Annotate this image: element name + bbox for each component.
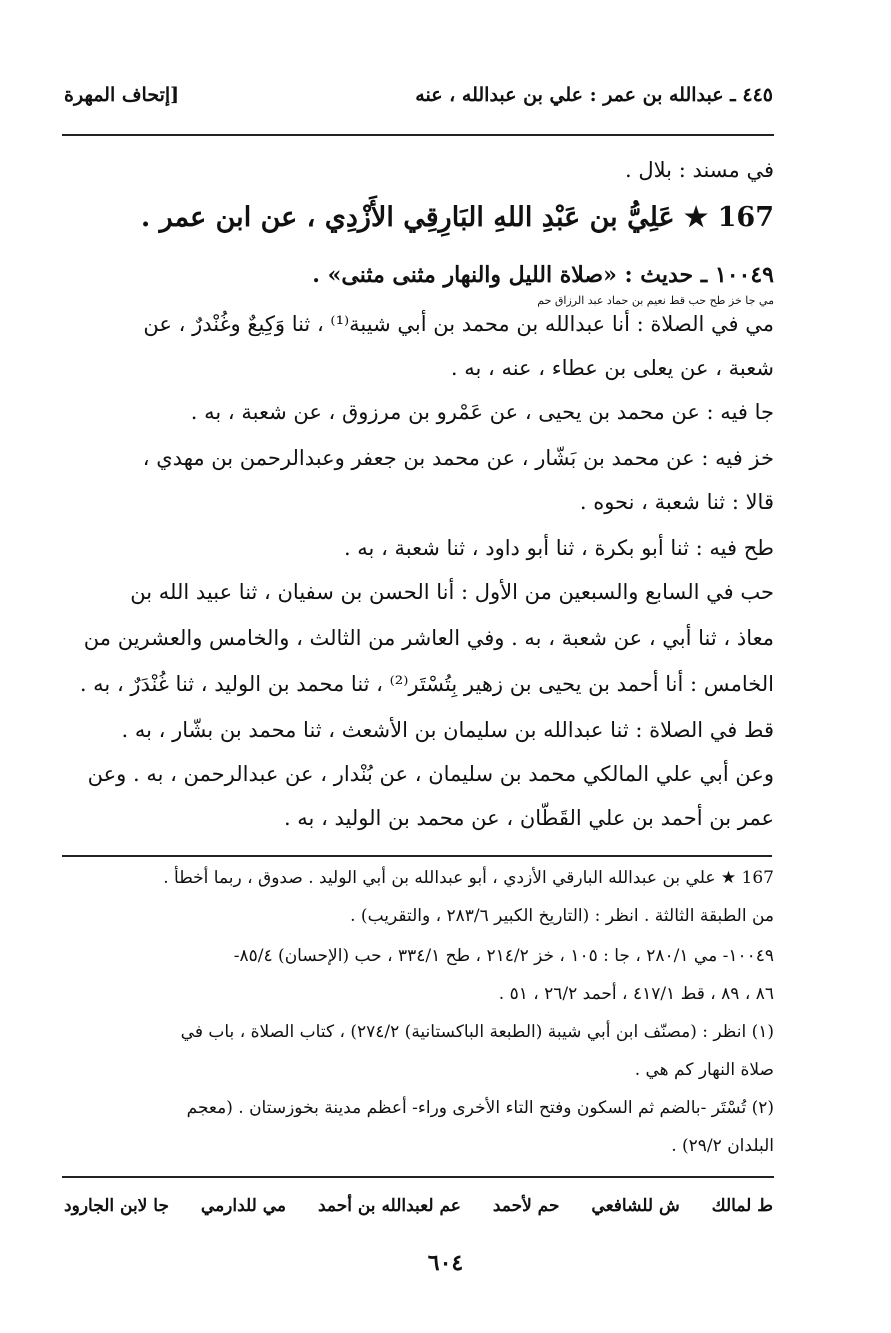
header-rule: [62, 134, 774, 136]
abbreviation-item: عم لعبدالله بن أحمد: [317, 1196, 461, 1216]
text-line: عمر بن أحمد بن علي القَطّان ، عن محمد بن الوليد ، به .: [283, 806, 774, 830]
abbreviation-item: ش للشافعي: [591, 1196, 680, 1216]
text-line: حب في السابع والسبعين من الأول : أنا الحسن بن سفيان ، ثنا عبيد الله بن: [130, 580, 774, 604]
text-line: وعن أبي علي المالكي محمد بن سليمان ، عن بُنْدار ، عن عبدالرحمن ، به . وعن: [87, 762, 774, 786]
text-line: شعبة ، عن يعلى بن عطاء ، عنه ، به .: [450, 356, 774, 380]
abbreviation-item: مي للدارمي: [200, 1196, 287, 1216]
abbreviation-item: جا لابن الجارود: [64, 1196, 169, 1216]
text-line: في مسند : بلال .: [625, 158, 774, 182]
narrator-heading: 167 ★ عَلِيُّ بن عَبْدِ اللهِ البَارِقِي الأَزْدِي ، عن ابن عمر .: [140, 202, 774, 233]
footnotes: [62, 862, 774, 1172]
footnote-line: من الطبقة الثالثة . انظر : (التاريخ الكبير ٢٨٣/٦ ، والتقريب) .: [350, 906, 774, 926]
text-line: طح فيه : ثنا أبو بكرة ، ثنا أبو داود ، ثنا شعبة ، به .: [343, 536, 774, 560]
abbreviation-item: حم لأحمد: [492, 1196, 560, 1216]
footnote-line: (٢) تُسْتَر -بالضم ثم السكون وفتح التاء الأخرى وراء- أعظم مدينة بخوزستان . (معجم: [186, 1098, 774, 1118]
abbreviation-item: ط لمالك: [711, 1196, 773, 1216]
source-symbols: مي جا خز طح حب قط نعيم بن حماد عبد الرزاق حم: [537, 294, 774, 307]
footnote-line: البلدان ٢٩/٢) .: [671, 1136, 774, 1156]
footnote-line: (١) انظر : (مصنّف ابن أبي شيبة (الطبعة الباكستانية) ٢٧٤/٢) ، كتاب الصلاة ، باب في: [180, 1022, 774, 1042]
main-text: [62, 150, 774, 840]
running-header: [64, 84, 773, 120]
footnote-line: 167 ★ علي بن عبدالله البارقي الأزدي ، أبو عبدالله بن أبي الوليد . صدوق ، ربما أخطأ .: [163, 868, 774, 888]
footnote-line: ٨٦ ، ٨٩ ، قط ٤١٧/١ ، أحمد ٢٦/٢ ، ٥١ .: [498, 984, 774, 1004]
page-number: ٦٠٤: [427, 1250, 464, 1276]
header-chapter-title: ٤٤٥ ـ عبدالله بن عمر : علي بن عبدالله ، عنه: [415, 84, 773, 106]
text-line: خز فيه : عن محمد بن بَشّار ، عن محمد بن جعفر وعبدالرحمن بن مهدي ،: [142, 446, 774, 470]
text-line: قط في الصلاة : ثنا عبدالله بن سليمان بن الأشعث ، ثنا محمد بن بشّار ، به .: [121, 718, 774, 742]
text-line: معاذ ، ثنا أبي ، عن شعبة ، به . وفي العاشر من الثالث ، والخامس والعشرين من: [83, 626, 774, 650]
text-line: الخامس : أنا أحمد بن يحيى بن زهير بِتُسْتَر⁽²⁾ ، ثنا محمد بن الوليد ، ثنا غُنْدَرٌ ، به .: [79, 672, 774, 696]
hadith-heading: ١٠٠٤٩ ـ حديث : «صلاة الليل والنهار مثنى مثنى» .: [312, 262, 774, 288]
footnote-line: صلاة النهار كم هي .: [634, 1060, 774, 1080]
abbreviation-key: [64, 1196, 773, 1216]
footnote-line: ١٠٠٤٩- مي ٢٨٠/١ ، جا : ١٠٥ ، خز ٢١٤/٢ ، طح ٣٣٤/١ ، حب (الإحسان) ٨٥/٤-: [233, 946, 774, 966]
text-line: مي في الصلاة : أنا عبدالله بن محمد بن أبي شيبة⁽¹⁾ ، ثنا وَكِيعٌ وغُنْدرٌ ، عن: [143, 312, 774, 336]
header-book-title: [إتحاف المهرة: [64, 84, 180, 106]
text-line: قالا : ثنا شعبة ، نحوه .: [579, 490, 774, 514]
abbreviation-rule: [62, 1176, 774, 1178]
text-line: جا فيه : عن محمد بن يحيى ، عن عَمْرو بن مرزوق ، عن شعبة ، به .: [190, 400, 774, 424]
footnote-rule: [62, 855, 772, 857]
